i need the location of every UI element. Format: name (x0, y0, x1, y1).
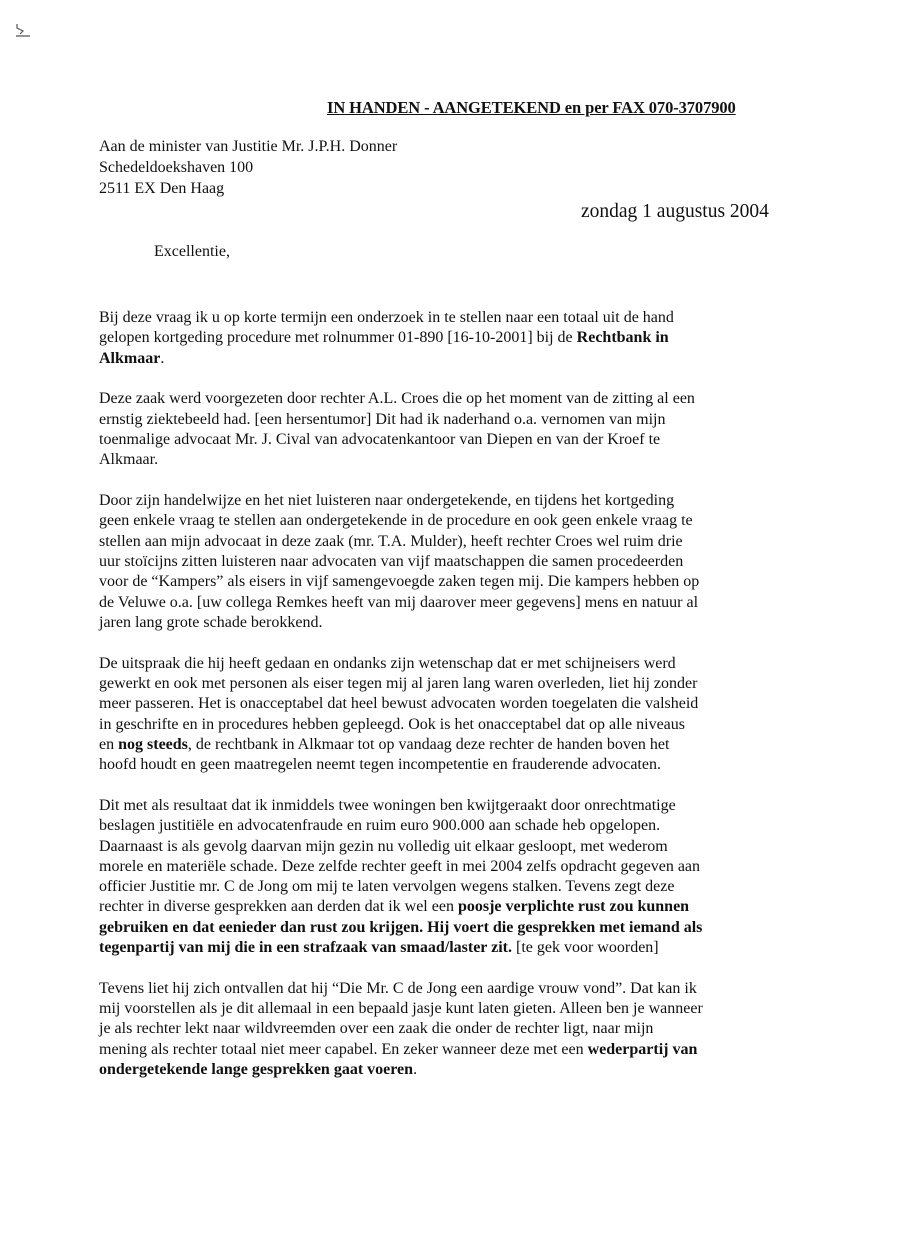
text-line: Bij deze vraag ik u op korte termijn een onderzoek in te stellen naar een totaal uit de hand (99, 309, 674, 326)
paragraph (99, 308, 799, 369)
text-span: . (160, 349, 165, 367)
handwritten-page-mark (14, 22, 34, 38)
text-line: uur stoïcijns zitten luisteren naar advocaten van vijf maatschappen die samen procedeerden (99, 552, 684, 570)
text-line: je als rechter lekt naar wildvreemden over een zaak die onder de rechter ligt, naar mijn (99, 1020, 654, 1038)
text-line: in geschrifte en in procedures hebben gepleegd. Ook is het onacceptabel dat op alle niveaus (99, 715, 685, 733)
text-line (99, 918, 799, 938)
text-line: gewerkt en ook met personen als eiser tegen mij al jaren lang waren overleden, liet hij zonder (99, 674, 698, 692)
bold-text: tegenpartij van mij die in een strafzaak van smaad/laster zit. (99, 939, 512, 957)
text-line: morele en materiële schade. Deze zelfde rechter geeft in mei 2004 zelfs opdracht gegeven aan (99, 857, 701, 875)
bold-text: Rechtbank in (576, 329, 669, 347)
text-line: Alkmaar. (99, 451, 159, 469)
text-line: voor de “Kampers” als eisers in vijf samengevoegde zaken tegen mij. Die kampers hebben op (99, 573, 700, 591)
text-line: officier Justitie mr. C de Jong om mij te laten vervolgen wegens stalken. Tevens zegt deze (99, 878, 675, 896)
bold-text: Alkmaar (99, 349, 161, 367)
paragraph (99, 796, 799, 958)
text-line: beslagen justitiële en advocatenfraude en ruim euro 900.000 aan schade heb opgelopen. (99, 817, 661, 835)
recipient-line: Aan de minister van Justitie Mr. J.P.H. Donner (99, 138, 398, 155)
text-line: geen enkele vraag te stellen aan ondergetekende in de procedure en ook geen enkele vraag te (99, 512, 693, 530)
text-line (99, 349, 799, 369)
text-line (99, 1040, 799, 1060)
paragraph (99, 389, 799, 470)
bold-text: poosje verplichte rust zou kunnen (457, 898, 690, 916)
text-line: Deze zaak werd voorgezeten door rechter A.L. Croes die op het moment van de zitting al een (99, 390, 695, 408)
recipient-line: 2511 EX Den Haag (99, 180, 225, 197)
text-line: toenmalige advocaat Mr. J. Cival van advocatenkantoor van Diepen en van der Kroef te (99, 430, 661, 448)
paragraph (99, 654, 799, 776)
text-line: meer passeren. Het is onacceptabel dat heel bewust advocaten worden toegelaten die valsheid (99, 695, 699, 713)
text-line (99, 735, 799, 755)
text-line (99, 1060, 799, 1080)
text-line: de Veluwe o.a. [uw collega Remkes heeft van mij daarover meer gegevens] mens en natuur al (99, 593, 699, 611)
text-line: jaren lang grote schade berokkend. (99, 613, 323, 631)
text-line: ernstig ziektebeeld had. [een hersentumor] Dit had ik naderhand o.a. vernomen van mijn (99, 410, 666, 428)
text-line: Daarnaast is als gevolg daarvan mijn gezin nu volledig uit elkaar gesloopt, met wederom (99, 837, 668, 855)
bold-text: gebruiken en dat eenieder dan rust zou krijgen. Hij voert die gesprekken met iemand als (99, 918, 703, 936)
text-line: stellen aan mijn advocaat in deze zaak (mr. T.A. Mulder), heeft rechter Croes wel ruim drie (99, 532, 683, 550)
text-span: rechter in diverse gesprekken aan derden dat ik wel een (99, 898, 458, 916)
text-line (99, 938, 799, 958)
delivery-header: IN HANDEN - AANGETEKEND en per FAX 070-3707900 (327, 98, 736, 117)
text-span: mening als rechter totaal niet meer capabel. En zeker wanneer deze met een (99, 1040, 588, 1058)
bold-text: ondergetekende lange gesprekken gaat voeren (99, 1061, 414, 1078)
text-span: gelopen kortgeding procedure met rolnummer 01-890 [16-10-2001] bij de (99, 329, 577, 347)
text-span: [te gek voor woorden] (512, 939, 659, 957)
text-line: Dit met als resultaat dat ik inmiddels twee woningen ben kwijtgeraakt door onrechtmatige (99, 796, 676, 814)
salutation: Excellentie, (154, 243, 230, 260)
bold-text: wederpartij van (587, 1040, 698, 1058)
paragraph (99, 491, 799, 633)
letter-body (99, 308, 799, 1101)
text-line: hoofd houdt en geen maatregelen neemt tegen incompetentie en frauderende advocaten. (99, 756, 661, 774)
text-span: en (99, 735, 119, 753)
text-line: De uitspraak die hij heeft gedaan en ondanks zijn wetenschap dat er met schijneisers werd (99, 654, 676, 672)
text-line: Door zijn handelwijze en het niet luisteren naar ondergetekende, en tijdens het kortgeding (99, 492, 675, 510)
paragraph (99, 979, 799, 1080)
text-line: mij voorstellen als je dit allemaal in een bepaald jasje kunt laten gieten. Alleen ben je wanneer (99, 1000, 703, 1018)
text-line (99, 897, 799, 917)
recipient-line: Schedeldoekshaven 100 (99, 159, 254, 176)
text-line: Tevens liet hij zich ontvallen dat hij “Die Mr. C de Jong een aardige vrouw vond”. Dat kan ik (99, 979, 697, 997)
text-span: , de rechtbank in Alkmaar tot op vandaag deze rechter de handen boven het (187, 735, 670, 753)
text-span: . (413, 1061, 418, 1078)
recipient-address (99, 136, 397, 199)
bold-text: nog steeds (118, 735, 188, 753)
letter-date: zondag 1 augustus 2004 (581, 201, 769, 222)
text-line (99, 328, 799, 348)
